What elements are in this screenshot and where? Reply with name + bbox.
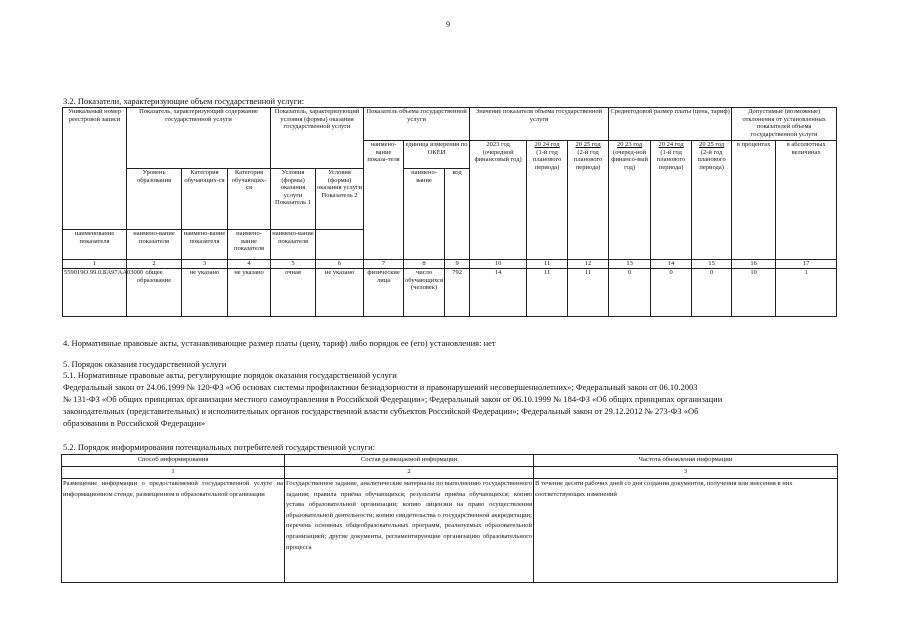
volume-indicators-table xyxy=(62,107,837,317)
table-row xyxy=(63,269,837,317)
col-num: 17 xyxy=(776,260,837,269)
hdr-info-method: Способ информирования xyxy=(62,455,285,467)
cell-education-level: общее образование xyxy=(127,269,182,317)
hdr-fee-2025-year: 20 25 год xyxy=(699,141,725,148)
hdr-2024-sub: (1-й год планового периода) xyxy=(532,148,562,171)
hdr-2023 xyxy=(470,141,527,260)
hdr-fee-2024 xyxy=(651,141,692,260)
hdr-2025-year: 20 25 год xyxy=(575,141,601,148)
hdr-condition-2: Условия (формы) оказания услуги Показатель 2 xyxy=(316,169,364,230)
hdr-avg-fee: Среднегодовой размер платы (цена, тариф) xyxy=(609,108,732,141)
cell-value-2024: 11 xyxy=(527,269,568,317)
section-5-title: 5. Порядок оказания государственной услуги xyxy=(63,359,227,369)
col-num: 1 xyxy=(63,260,127,269)
hdr-fee-2023 xyxy=(609,141,651,260)
hdr-name-2: наимено-вание показателя xyxy=(127,230,182,260)
cell-registry-number: 559019О.99.0.БА97АА03000 xyxy=(63,269,127,317)
cell-value-2025: 11 xyxy=(568,269,609,317)
cell-category-2: не указано xyxy=(228,269,271,317)
section-5-1-line: образовании в Российской Федерации» xyxy=(63,418,206,428)
hdr-name-5: наимено-вание показателя xyxy=(271,230,316,260)
cell-unit-code: 792 xyxy=(445,269,470,317)
hdr-2023-sub: (очередной финансовый год) xyxy=(474,148,522,163)
col-num: 3 xyxy=(182,260,228,269)
table-row xyxy=(62,479,838,583)
hdr-content: Показатель, характеризующий содержание государственной услуги xyxy=(127,108,271,169)
hdr-education-level: Уровень образования xyxy=(127,169,182,230)
section-5-1-title: 5.1. Нормативные правовые акты, регулирующие порядок оказания государственной услуги xyxy=(63,370,397,380)
hdr-absolute: в абсолютных величинах xyxy=(776,141,837,260)
cell-indicator-name: физические лица xyxy=(364,269,404,317)
hdr-2024-year: 20 24 год xyxy=(534,141,560,148)
col-num: 8 xyxy=(404,260,445,269)
col-num: 6 xyxy=(316,260,364,269)
section-5-1-line: Федеральный закон от 24.06.1999 № 120-ФЗ «Об основах системы профилактики безнадзорности и правонарушений несовершеннолетних»; Федеральный закон от 06.10.2003 xyxy=(63,382,698,392)
section-3-2-title: 3.2. Показатели, характеризующие объем государственной услуги: xyxy=(63,96,305,106)
col-num: 11 xyxy=(527,260,568,269)
hdr-fee-2024-sub: (1-й год планового периода) xyxy=(656,148,686,171)
cell-condition-1: очная xyxy=(271,269,316,317)
hdr-volume-indicator: Показатель объема государственной услуги xyxy=(364,108,470,141)
hdr-info-frequency: Частота обновления информации xyxy=(534,455,838,467)
col-num: 13 xyxy=(609,260,651,269)
page-number: 9 xyxy=(446,20,450,29)
hdr-category-2: Категория обучающих-ся xyxy=(228,169,271,230)
cell-info-frequency: В течение десяти рабочих дней со дня создания документов, получения или внесения в них соответствующих изменений xyxy=(534,479,838,583)
col-num: 12 xyxy=(568,260,609,269)
hdr-indicator-name: наимено-вание показа-теля xyxy=(364,141,404,260)
hdr-fee-2025-sub: (2-й год планового периода) xyxy=(697,148,726,171)
hdr-volume-value: Значение показателя объема государственной услуги xyxy=(470,108,609,141)
hdr-2025-sub: (2-й год планового периода) xyxy=(573,148,603,171)
hdr-fee-2025 xyxy=(692,141,732,260)
section-4-text: 4. Нормативные правовые акты, устанавливающие размер платы (цену, тариф) либо порядок ее (его) установления: нет xyxy=(63,338,496,348)
col-num: 15 xyxy=(692,260,732,269)
hdr-name-3: наимено-вание показателя xyxy=(182,230,228,260)
cell-fee-2024: 0 xyxy=(651,269,692,317)
cell-condition-2: не указано xyxy=(316,269,364,317)
section-5-1-line: законодательных (представительных) и исполнительных органов государственной власти субъектов Российской Федерации»; Федеральный закон от 29.12.2012 № 273-ФЗ «Об xyxy=(63,406,699,416)
hdr-percent: в процентах xyxy=(732,141,776,260)
section-5-1-line: № 131-ФЗ «Об общих принципах организации местного самоуправления в Российской Федерации»; Федеральный закон от 06.10.1999 № 184-ФЗ «Об общих принципах организации xyxy=(63,394,723,404)
hdr-unit-name: наимено-вание xyxy=(404,169,445,260)
cell-info-content: Государственное задание, аналитические материалы по выполнению государственного задания; правила приёма обучающихся; результаты приёма обучающихся; копию устава образовательной организации; копию лицензии на право осуществления образовательной деятельности; копию свидетельства о государственной аккредитации; перечень основных общеобразовательных программ, реализуемых образовательной организацией; другие документы, регламентирующие организацию образовательного процесса xyxy=(285,479,534,583)
col-num: 1 xyxy=(62,467,285,479)
hdr-conditions: Показатель, характеризующий условия (формы) оказания государственной услуги xyxy=(271,108,364,169)
section-5-2-title: 5.2. Порядок информирования потенциальных потребителей государственной услуги: xyxy=(63,442,376,452)
hdr-name-4: наимено-вание показателя xyxy=(228,230,271,260)
hdr-unit-code: код xyxy=(445,169,470,260)
cell-info-method: Размещение информации о предоставляемой государственной услуге на информационном стенде, размещенном в образовательной организации xyxy=(62,479,285,583)
col-num: 7 xyxy=(364,260,404,269)
hdr-2023-year: 2023 год xyxy=(486,141,510,148)
cell-unit-name: число обучающихся (человек) xyxy=(404,269,445,317)
cell-category-1: не указано xyxy=(182,269,228,317)
cell-deviation-percent: 10 xyxy=(732,269,776,317)
hdr-category-1: Категория обучающих-ся xyxy=(182,169,228,230)
hdr-unit: единица измерения по ОКЕИ xyxy=(404,141,470,169)
col-num: 2 xyxy=(127,260,182,269)
cell-deviation-absolute: 1 xyxy=(776,269,837,317)
col-num: 10 xyxy=(470,260,527,269)
col-num: 4 xyxy=(228,260,271,269)
col-num: 16 xyxy=(732,260,776,269)
cell-fee-2025: 0 xyxy=(692,269,732,317)
col-num: 9 xyxy=(445,260,470,269)
informing-table xyxy=(61,454,838,583)
hdr-name-1: наименование показателя xyxy=(63,230,127,260)
hdr-fee-2024-year: 20 24 год xyxy=(658,141,684,148)
cell-fee-2023: 0 xyxy=(609,269,651,317)
col-num: 5 xyxy=(271,260,316,269)
hdr-2025 xyxy=(568,141,609,260)
hdr-2024 xyxy=(527,141,568,260)
hdr-deviations: Допустимые (возможные) отклонения от установленных показателей объема государственной услуги xyxy=(732,108,837,141)
column-number-row xyxy=(63,260,837,269)
hdr-condition-1: Условия (формы) оказания услуги Показатель 1 xyxy=(271,169,316,230)
col-num: 14 xyxy=(651,260,692,269)
hdr-registry: Уникальный номер реестровой записи xyxy=(63,108,127,230)
hdr-fee-2023-sub: (очеред-ной финансо-вый год) xyxy=(611,148,648,171)
hdr-fee-2023-year: 20 23 год xyxy=(617,141,643,148)
cell-value-2023: 14 xyxy=(470,269,527,317)
col-num: 2 xyxy=(285,467,534,479)
hdr-info-content: Состав размещаемой информации xyxy=(285,455,534,467)
col-num: 3 xyxy=(534,467,838,479)
